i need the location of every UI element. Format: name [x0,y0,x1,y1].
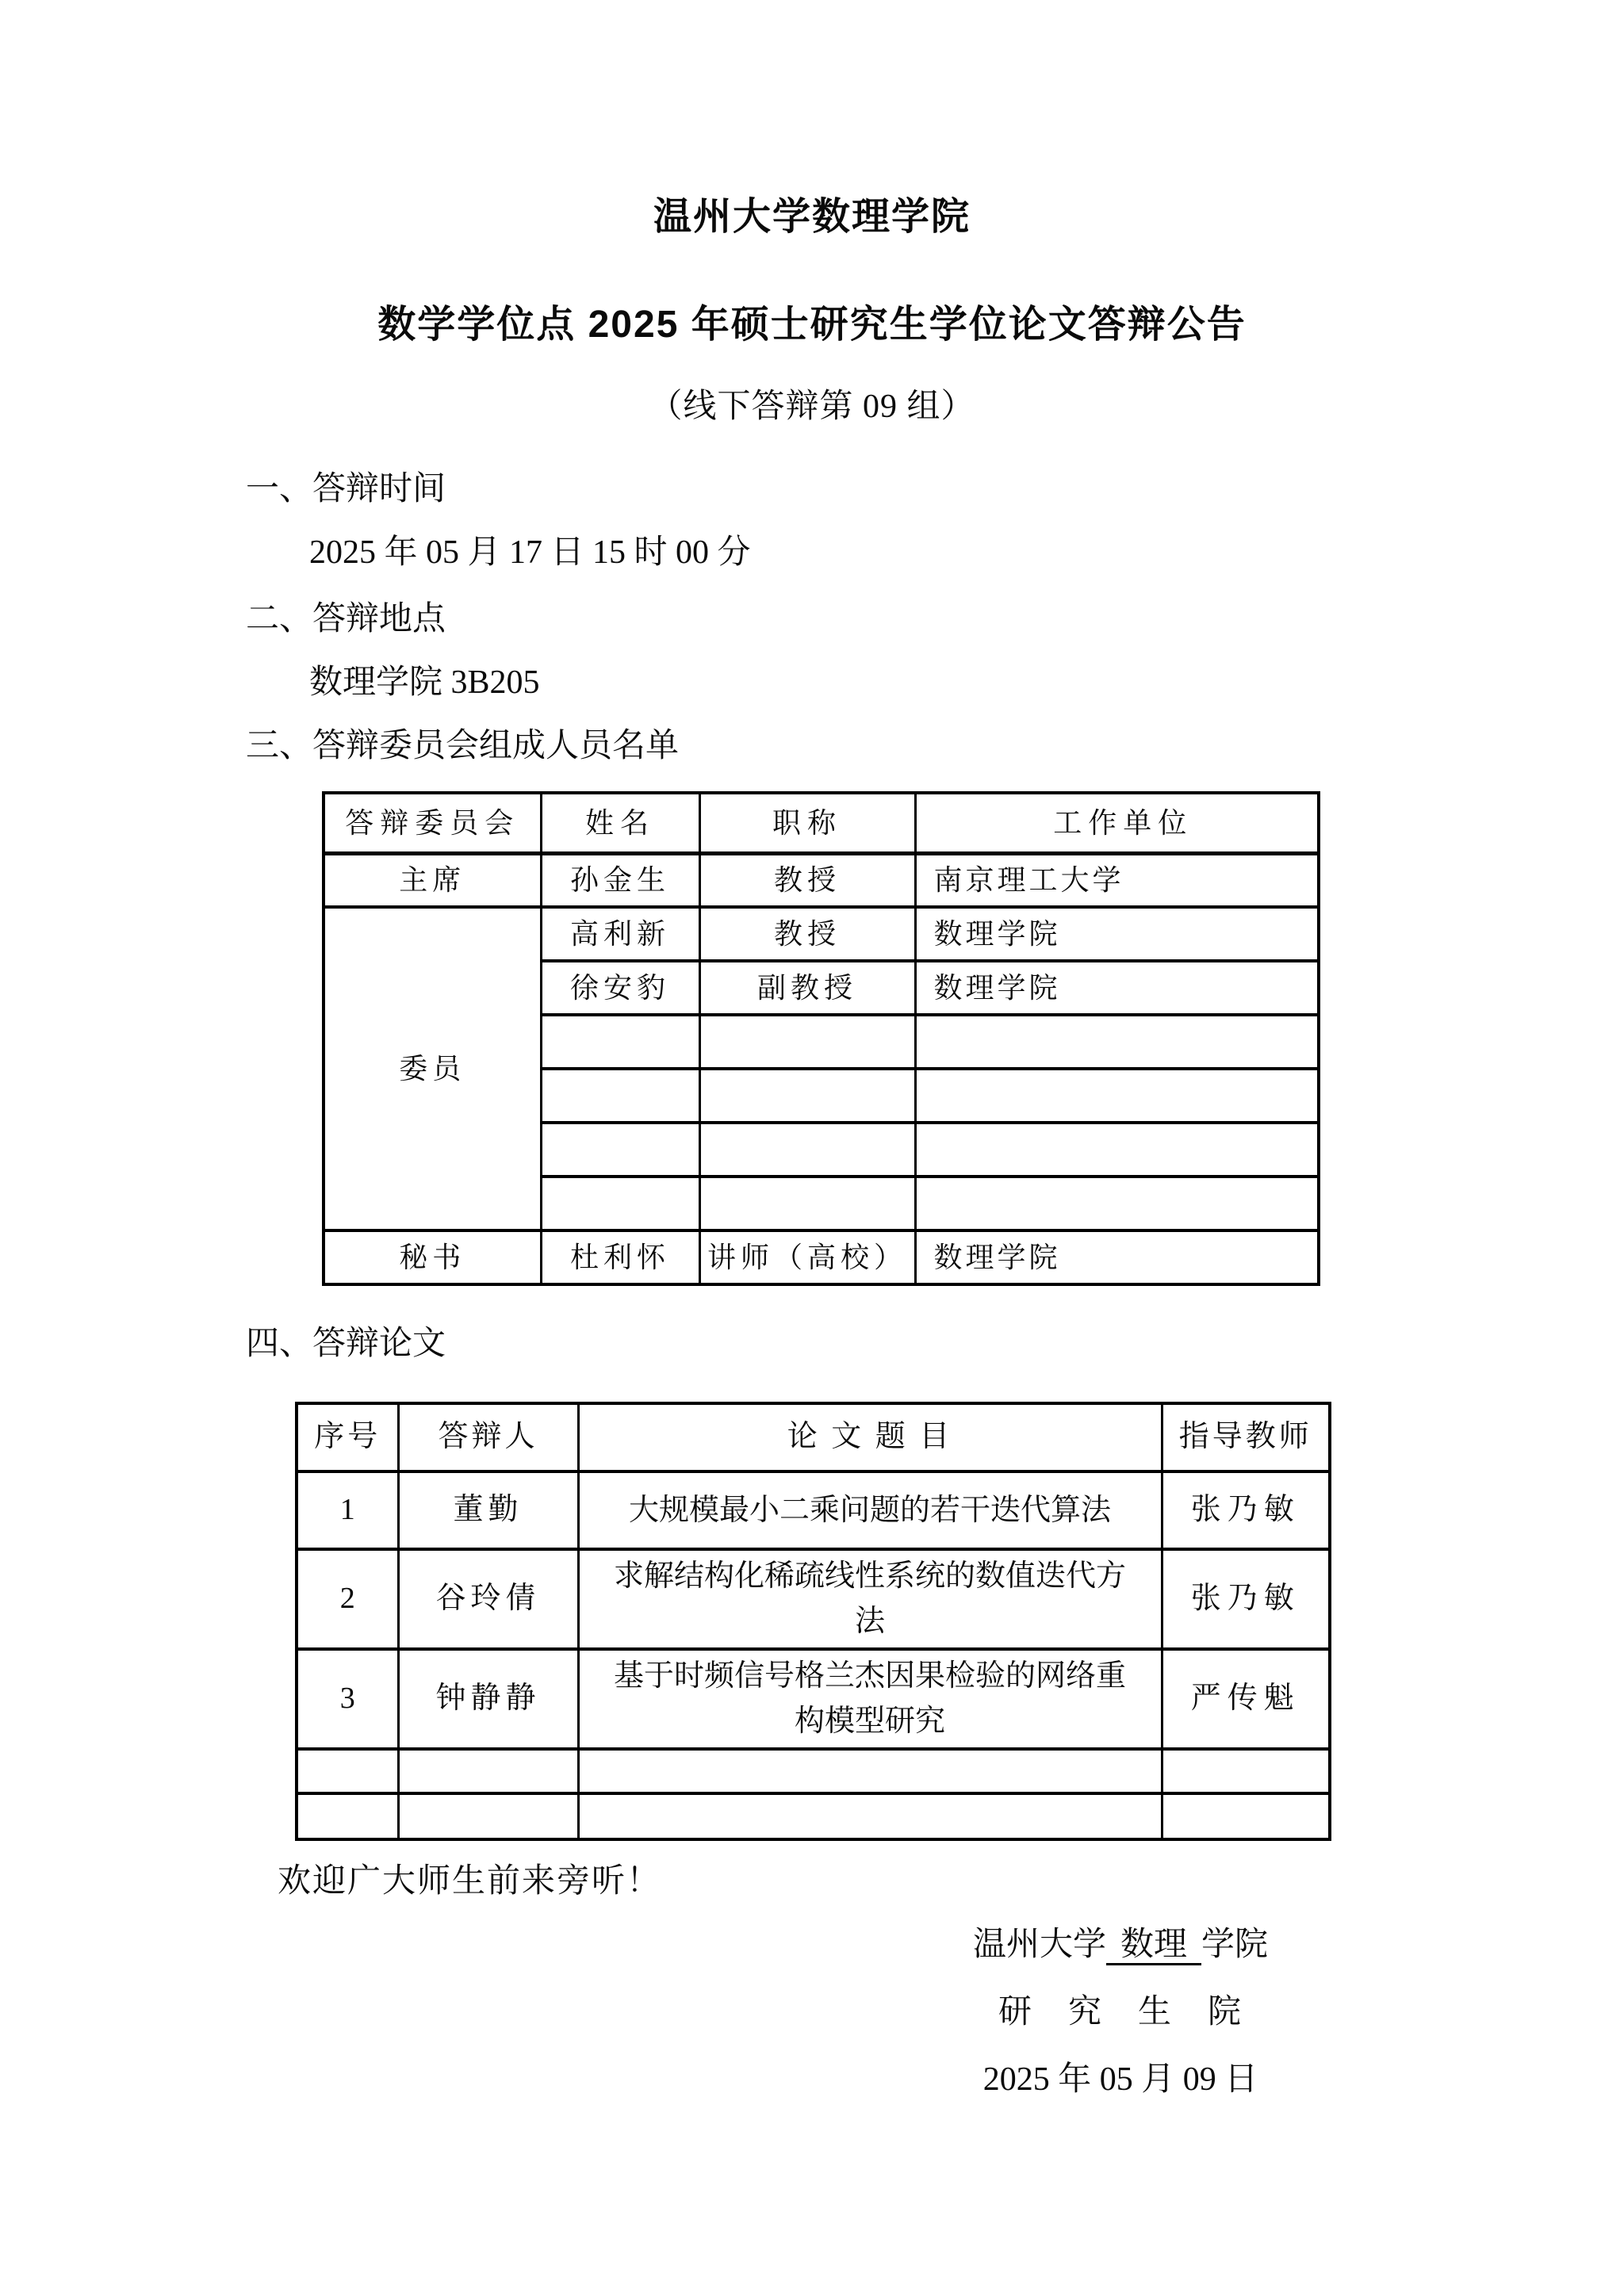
announcement-title: 数学学位点 2025 年硕士研究生学位论文答辩公告 [377,304,1247,346]
student-header-cell: 答辩人 [398,1403,578,1471]
signature-college-line [950,1927,1291,1965]
member-organization-cell [915,1177,1319,1230]
chair-row [324,853,1319,907]
committee-header-cell: 答辩委员会 [324,793,541,853]
signature-graduate-school-line: 研 究 生 院 [998,1994,1243,2030]
member-name-cell [541,1069,699,1123]
chair-role-cell: 主席 [324,853,541,907]
name-header-cell: 姓名 [541,793,699,853]
welcome-note: 欢迎广大师生前来旁听！ [278,1863,662,1900]
section-1-heading: 一、答辩时间 [246,471,446,507]
member-title-cell [699,1069,915,1123]
member-name-cell [541,1015,699,1069]
signature-date: 2025 年 05 月 09 日 [982,2061,1258,2098]
thesis-header-row [297,1403,1330,1471]
thesis-table [295,1402,1331,1841]
thesis-no-cell: 2 [297,1549,398,1649]
advisor-name-cell: 张乃敏 [1162,1471,1330,1549]
thesis-row [297,1793,1330,1839]
signature-college: 学院 [1201,1927,1269,1963]
advisor-name-cell [1162,1793,1330,1839]
member-title-cell: 副教授 [699,961,915,1015]
thesis-no-cell: 1 [297,1471,398,1549]
member-row [324,907,1319,961]
member-organization-cell: 数理学院 [915,907,1319,961]
student-name-cell [398,1749,578,1793]
secretary-name-cell: 杜利怀 [541,1230,699,1284]
thesis-row [297,1549,1330,1649]
chair-organization-cell: 南京理工大学 [915,853,1319,907]
member-name-cell: 徐安豹 [541,961,699,1015]
member-name-cell: 高利新 [541,907,699,961]
signature-university: 温州大学 [972,1927,1106,1963]
secretary-organization-cell: 数理学院 [915,1230,1319,1284]
committee-header-row [324,793,1319,853]
signature-block [950,1927,1291,2096]
member-organization-cell [915,1123,1319,1177]
secretary-row [324,1230,1319,1284]
thesis-no-cell: 3 [297,1649,398,1749]
advisor-header-cell: 指导教师 [1162,1403,1330,1471]
advisor-name-cell [1162,1749,1330,1793]
member-organization-cell [915,1069,1319,1123]
thesis-title-cell: 大规模最小二乘问题的若干迭代算法 [578,1471,1162,1549]
section-3-heading: 三、答辩委员会组成人员名单 [246,728,680,764]
member-title-cell [699,1015,915,1069]
no-header-cell: 序号 [297,1403,398,1471]
member-title-cell [699,1123,915,1177]
defense-time-value: 2025 年 05 月 17 日 15 时 00 分 [309,534,751,571]
signature-department-underlined: 数理 [1106,1927,1201,1965]
member-organization-cell: 数理学院 [915,961,1319,1015]
defense-location-value: 数理学院 3B205 [309,664,540,701]
thesis-title-cell [578,1749,1162,1793]
thesis-no-cell [297,1749,398,1793]
group-note: （线下答辩第 09 组） [649,388,975,425]
member-organization-cell [915,1015,1319,1069]
section-4-heading: 四、答辩论文 [246,1326,446,1362]
member-title-cell [699,1177,915,1230]
members-role-cell: 委员 [324,907,541,1230]
advisor-name-cell: 严传魁 [1162,1649,1330,1749]
thesis-title-header-cell: 论 文 题 目 [578,1403,1162,1471]
thesis-no-cell [297,1793,398,1839]
thesis-title-cell [578,1793,1162,1839]
member-name-cell [541,1177,699,1230]
student-name-cell: 钟静静 [398,1649,578,1749]
student-name-cell: 谷玲倩 [398,1549,578,1649]
thesis-title-cell: 基于时频信号格兰杰因果检验的网络重构模型研究 [578,1649,1162,1749]
student-name-cell [398,1793,578,1839]
secretary-title-cell: 讲师（高校） [699,1230,915,1284]
thesis-row [297,1471,1330,1549]
thesis-title-cell: 求解结构化稀疏线性系统的数值迭代方法 [578,1549,1162,1649]
chair-name-cell: 孙金生 [541,853,699,907]
member-name-cell [541,1123,699,1177]
secretary-role-cell: 秘书 [324,1230,541,1284]
student-name-cell: 董勤 [398,1471,578,1549]
title-header-cell: 职称 [699,793,915,853]
thesis-row [297,1649,1330,1749]
member-title-cell: 教授 [699,907,915,961]
advisor-name-cell: 张乃敏 [1162,1549,1330,1649]
committee-table [322,791,1320,1286]
organization-header-cell: 工作单位 [915,793,1319,853]
page-title: 温州大学数理学院 [653,196,971,238]
thesis-row [297,1749,1330,1793]
section-2-heading: 二、答辩地点 [246,601,446,637]
chair-title-cell: 教授 [699,853,915,907]
